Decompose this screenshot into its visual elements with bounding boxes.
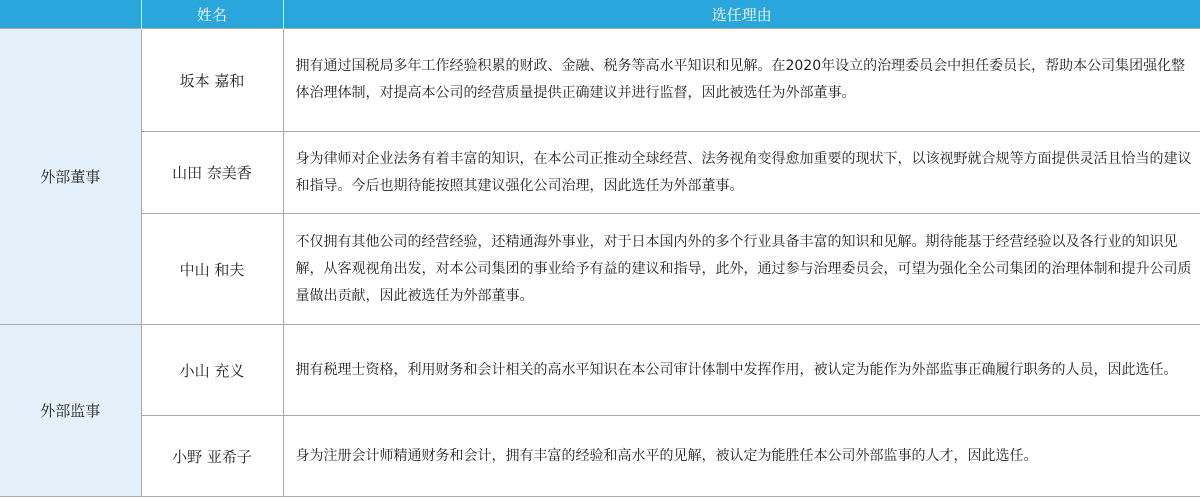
name-cell: 坂本 嘉和 — [141, 29, 283, 132]
table-row — [0, 29, 1200, 132]
table-row — [0, 416, 1200, 497]
table-row — [0, 132, 1200, 214]
table-row — [0, 325, 1200, 416]
category-cell-outside-director: 外部董事 — [0, 29, 141, 325]
name-cell: 小山 充义 — [141, 325, 283, 416]
name-column-header: 姓名 — [141, 0, 283, 29]
name-cell: 山田 奈美香 — [141, 132, 283, 214]
name-cell: 小野 亚希子 — [141, 416, 283, 497]
reason-cell: 拥有税理士资格，利用财务和会计相关的高水平知识在本公司审计体制中发挥作用，被认定为能作为外部监事正确履行职务的人员，因此选任。 — [283, 325, 1200, 416]
reason-cell: 拥有通过国税局多年工作经验积累的财政、金融、税务等高水平知识和见解。在2020年设立的治理委员会中担任委员长，帮助本公司集团强化整体治理体制，对提高本公司的经营质量提供正确建议并进行监督，因此被选任为外部董事。 — [283, 29, 1200, 132]
reason-cell: 身为律师对企业法务有着丰富的知识，在本公司正推动全球经营、法务视角变得愈加重要的现状下，以该视野就合规等方面提供灵活且恰当的建议和指导。今后也期待能按照其建议强化公司治理，因此选任为外部董事。 — [283, 132, 1200, 214]
category-column-header — [0, 0, 141, 29]
table-row — [0, 214, 1200, 325]
reason-column-header: 选任理由 — [283, 0, 1200, 29]
reason-cell: 不仅拥有其他公司的经营经验，还精通海外事业，对于日本国内外的多个行业具备丰富的知识和见解。期待能基于经营经验以及各行业的知识见解，从客观视角出发，对本公司集团的事业给予有益的建议和指导，此外，通过参与治理委员会，可望为强化全公司集团的治理体制和提升公司质量做出贡献，因此被选任为外部董事。 — [283, 214, 1200, 325]
category-cell-outside-auditor: 外部监事 — [0, 325, 141, 497]
reason-cell: 身为注册会计师精通财务和会计，拥有丰富的经验和高水平的见解，被认定为能胜任本公司外部监事的人才，因此选任。 — [283, 416, 1200, 497]
name-cell: 中山 和夫 — [141, 214, 283, 325]
table-header-row — [0, 0, 1200, 29]
